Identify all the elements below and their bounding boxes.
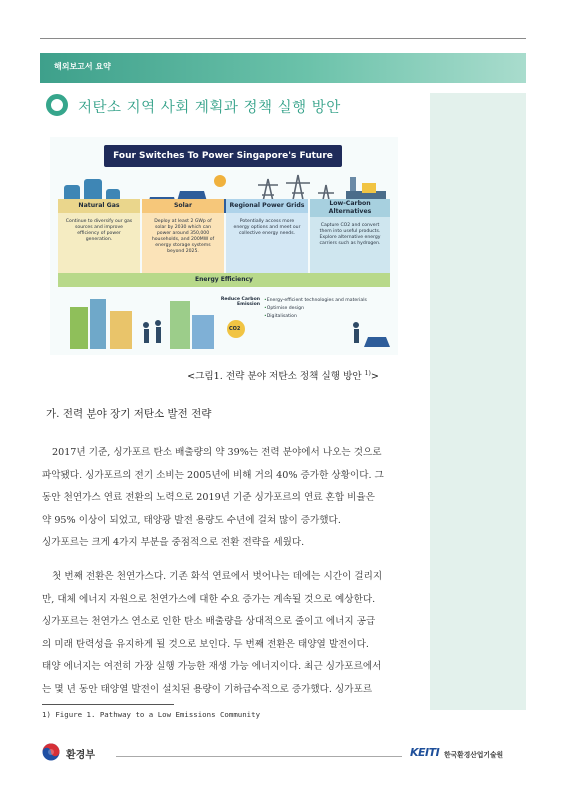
caption-footnote-ref: 1) (364, 369, 371, 377)
column-head: Solar (142, 199, 224, 213)
column-body: Capture CO2 and convert them into useful products. Explore alternative energy carriers such as hydrogen. (319, 223, 381, 246)
efficiency-list (264, 297, 367, 321)
paragraph-1 (42, 442, 418, 555)
keiti-logo (410, 742, 528, 764)
infographic-banner: Four Switches To Power Singapore's Future (104, 145, 342, 167)
paragraph-line: 싱가포르는 천연가스 연소로 인한 탄소 배출량을 상대적으로 줄이고 에너지 공급 (42, 616, 376, 627)
efficiency-item: • Energy-efficient technologies and materials (264, 297, 367, 305)
efficiency-item: • Digitalisation (264, 313, 367, 321)
header-label: 해외보고서 요약 (54, 62, 111, 71)
ministry-logo (42, 742, 108, 764)
column-solar (142, 199, 224, 281)
paragraph-line: 만, 대체 에너지 자원으로 천연가스에 대한 수요 증가는 계속될 것으로 예상한다. (42, 593, 376, 605)
reduce-carbon-label: Reduce Carbon Emission (220, 297, 260, 307)
footer-rule (116, 756, 402, 757)
report-header-band (40, 53, 526, 83)
column-regional-grids (226, 199, 308, 281)
section-heading: 가. 전력 분야 장기 저탄소 발전 전략 (46, 408, 212, 420)
column-natural-gas (58, 199, 140, 281)
paragraph-line: 태양 에너지는 여전히 가장 실행 가능한 재생 가능 에너지이다. 최근 싱가포르에서 (42, 661, 382, 672)
column-head: Low-Carbon Alternatives (310, 199, 390, 217)
column-body: Potentially access more energy options and meet our collective energy needs. (233, 219, 301, 236)
footnote: 1) Figure 1. Pathway to a Low Emissions Community (42, 710, 261, 719)
column-head: Regional Power Grids (226, 199, 308, 213)
paragraph-2 (42, 566, 418, 701)
caption-close: > (370, 371, 379, 382)
title-circle-icon (46, 94, 68, 116)
top-rule (40, 38, 526, 39)
paragraph-line: 동안 천연가스 연료 전환의 노력으로 2019년 기준 싱가포르의 연료 혼합 비율은 (42, 492, 375, 503)
caption-text: <그림1. 전략 분야 저탄소 정책 실행 방안 (187, 371, 365, 382)
footnote-rule (42, 704, 174, 705)
column-body: Continue to diversify our gas sources and improve efficiency of power generation. (65, 219, 133, 242)
efficiency-item: • Optimise design (264, 305, 367, 313)
column-head: Natural Gas (58, 199, 140, 213)
paragraph-line: 2017년 기준, 싱가포르 탄소 배출량의 약 39%는 전력 분야에서 나오는 것으로 (52, 447, 382, 458)
paragraph-line: 싱가포르는 크게 4가지 부분을 중점적으로 전환 전략을 세웠다. (42, 537, 305, 548)
column-body: Deploy at least 2 GWp of solar by 2030 which can power around 350,000 households, and 200MW of energy storage systems beyond 2025. (151, 219, 215, 254)
ground-solar-icon (364, 337, 390, 347)
paragraph-line: 는 몇 년 동안 태양열 발전이 설치된 용량이 기하급수적으로 증가했다. 싱가포르 (42, 683, 373, 695)
paragraph-line: 의 미래 탄력성을 유지하게 될 것으로 보인다. 두 번째 전환은 태양열 발전이다. (42, 638, 369, 650)
paragraph-line: 약 95% 이상이 되었고, 태양광 발전 용량도 수년에 걸쳐 많이 증가했다. (42, 514, 341, 526)
paragraph-line: 첫 번째 전환은 천연가스다. 기존 화석 연료에서 벗어나는 데에는 시간이 걸리지 (52, 571, 383, 582)
keiti-logo-mark: KEITI (410, 746, 440, 759)
ministry-logo-text: 환경부 (66, 750, 95, 761)
buildings-icon (70, 299, 214, 349)
taegeuk-emblem-icon (42, 743, 60, 761)
co2-bubble-label: CO2 (229, 326, 241, 332)
energy-efficiency-bar: Energy Efficiency (58, 273, 390, 287)
page-title: 저탄소 지역 사회 계획과 정책 실행 방안 (78, 100, 341, 116)
column-low-carbon (310, 199, 390, 281)
keiti-org-name: 한국환경산업기술원 (444, 751, 504, 759)
side-panel (430, 93, 526, 710)
singapore-infographic (50, 137, 398, 355)
paragraph-line: 파악됐다. 싱가포르의 전기 소비는 2005년에 비해 거의 40% 증가한 상황이다. 그 (42, 469, 384, 481)
figure-caption (0, 368, 566, 382)
